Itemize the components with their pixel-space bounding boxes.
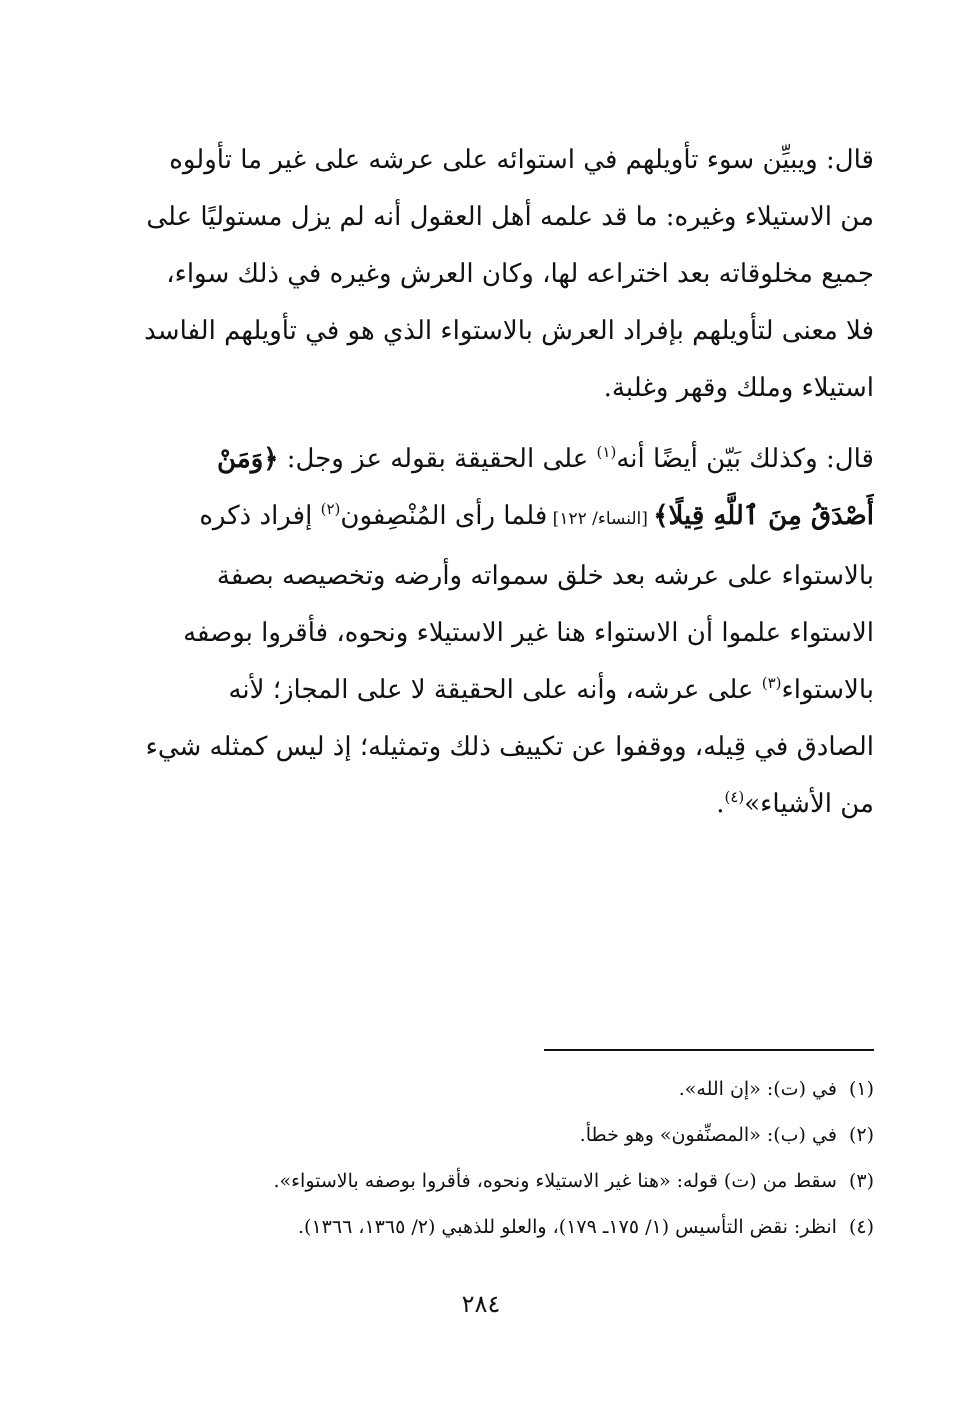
page-number: ٢٨٤ xyxy=(461,1290,501,1318)
paragraph-1 xyxy=(96,132,874,417)
quran-verse: أَصْدَقُ مِنَ ٱللَّهِ قِيلًا﴾ xyxy=(653,501,874,531)
paragraph-line: قال: ويبيِّن سوء تأويلهم في استوائه على عرشه على غير ما تأولوه xyxy=(169,145,874,175)
text-run: على الحقيقة بقوله عز وجل: xyxy=(278,444,597,474)
paragraph-line xyxy=(96,776,874,833)
text-run: على عرشه، وأنه على الحقيقة لا على المجاز؛ لأنه xyxy=(228,675,762,705)
text-run: فلما رأى المُنْصِفون xyxy=(340,501,548,531)
footnote-marker: (٢) xyxy=(320,500,341,518)
paragraph-line xyxy=(96,431,874,488)
footnote-item xyxy=(96,1112,874,1158)
footnote-text: انظر: نقض التأسيس (١/ ١٧٥ـ ١٧٩)، والعلو للذهبي (٢/ ١٣٦٥، ١٣٦٦). xyxy=(298,1216,837,1238)
paragraph-line: جميع مخلوقاته بعد اختراعه لها، وكان العرش وغيره في ذلك سواء، xyxy=(166,259,874,289)
footnote-marker: (١) xyxy=(596,443,617,461)
text-run: قال: وكذلك بَيّن أيضًا أنه xyxy=(616,444,874,474)
paragraph-line: فلا معنى لتأويلهم بإفراد العرش بالاستواء الذي هو في تأويلهم الفاسد xyxy=(144,316,874,346)
paragraph-line: الاستواء علموا أن الاستواء هنا غير الاستيلاء ونحوه، فأقروا بوصفه xyxy=(183,618,874,648)
footnote-marker: (٣) xyxy=(761,674,782,692)
footnote-item xyxy=(96,1204,874,1250)
footnote-number: (٢) xyxy=(848,1124,874,1146)
paragraph-line: استيلاء وملك وقهر وغلبة. xyxy=(603,373,874,403)
paragraph-line xyxy=(96,488,874,548)
paragraph-line: من الاستيلاء وغيره: ما قد علمه أهل العقول أنه لم يزل مستوليًا على xyxy=(146,202,874,232)
footnote-number: (٣) xyxy=(848,1170,874,1192)
footnote-divider xyxy=(544,1049,874,1051)
footnote-text: في (ب): «المصنِّفون» وهو خطأ. xyxy=(579,1124,837,1146)
paragraph-line xyxy=(96,662,874,719)
text-run: إفراد ذكره xyxy=(199,501,321,531)
text-run: . xyxy=(716,789,725,819)
paragraph-line: بالاستواء على عرشه بعد خلق سمواته وأرضه وتخصيصه بصفة xyxy=(216,561,874,591)
footnotes-section xyxy=(96,1066,874,1250)
footnote-number: (٤) xyxy=(848,1216,874,1238)
quran-verse: ﴿وَمَنْ xyxy=(216,444,279,474)
paragraph-line: الصادق في قِيله، ووقفوا عن تكييف ذلك وتمثيله؛ إذ ليس كمثله شيء xyxy=(145,732,874,762)
text-run: من الأشياء» xyxy=(744,789,874,819)
footnote-item xyxy=(96,1066,874,1112)
footnote-number: (١) xyxy=(848,1078,874,1100)
verse-reference: [النساء/ ١٢٢] xyxy=(547,509,654,529)
paragraph-2 xyxy=(96,431,874,833)
footnote-item xyxy=(96,1158,874,1204)
footnote-marker: (٤) xyxy=(724,788,745,806)
footnote-text: سقط من (ت) قوله: «هنا غير الاستيلاء ونحوه، فأقروا بوصفه بالاستواء». xyxy=(273,1170,837,1192)
footnote-text: في (ت): «إن الله». xyxy=(678,1078,837,1100)
text-run: بالاستواء xyxy=(781,675,874,705)
